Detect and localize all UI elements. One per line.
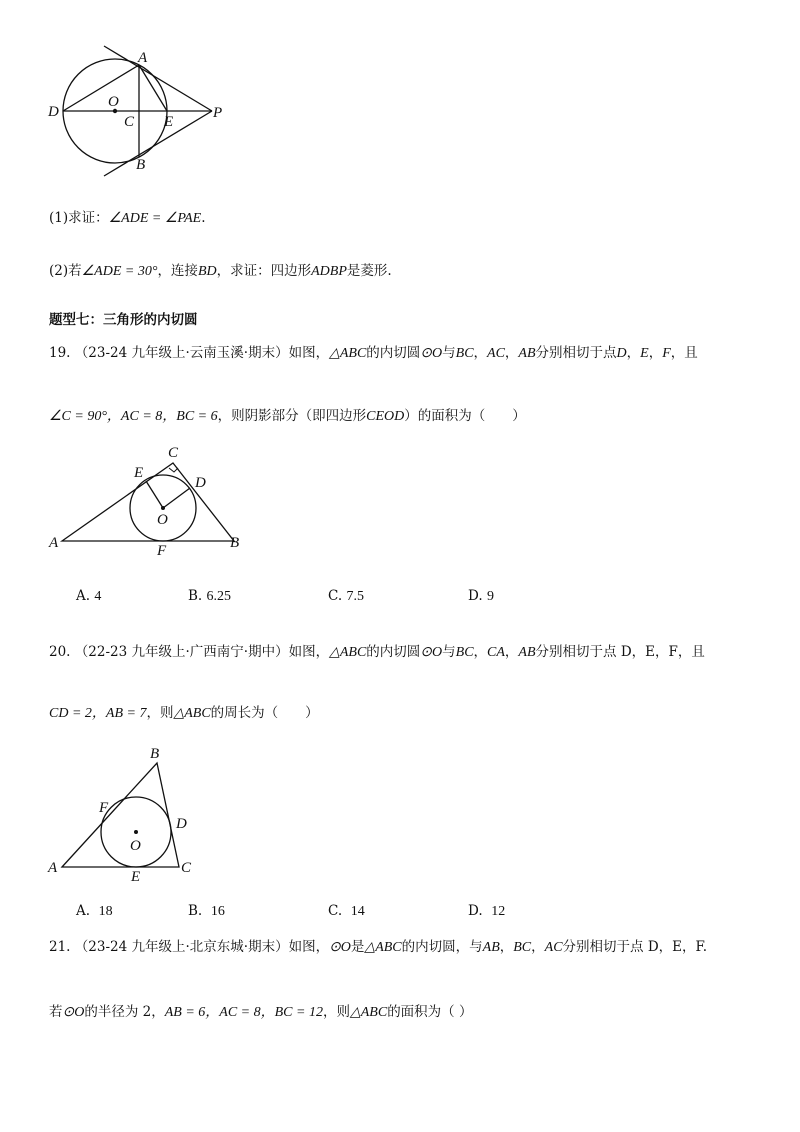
q19-label-O: O bbox=[157, 512, 168, 528]
q20-triangle-shape bbox=[62, 763, 179, 867]
q21-t3: 分别相切于点 D，E，F. bbox=[562, 939, 708, 955]
q19-option-b-label: B. bbox=[188, 588, 203, 604]
q21-triangle: △ABC bbox=[364, 940, 402, 955]
q19-point-2: E bbox=[640, 346, 649, 361]
q20-t3: 分别相切于点 D，E，F，且 bbox=[535, 644, 705, 660]
q19-line1: 19. （23-24 九年级上·云南玉溪·期末）如图，△ABC的内切圆⊙O与BC，AC，AB分别相切于点D，E，F，且 bbox=[49, 345, 698, 361]
q21-side-2: BC bbox=[513, 940, 532, 955]
q18-tangent-PB bbox=[104, 111, 212, 176]
q19-label-B: B bbox=[230, 535, 240, 551]
q21-comma-2: ， bbox=[531, 939, 545, 955]
q19-line2 bbox=[49, 404, 526, 425]
q19-line2-math: ∠C = 90°，AC = 8，BC = 6 bbox=[49, 409, 218, 424]
q20-t2: 与 bbox=[442, 644, 456, 660]
q20-triangle: △ABC bbox=[329, 645, 367, 660]
q19-option-b-value: 6.25 bbox=[206, 589, 232, 604]
q20-circle-symbol: ⊙O bbox=[420, 645, 443, 660]
q20-option-d[interactable] bbox=[468, 903, 505, 920]
q18-label-C: C bbox=[124, 114, 135, 130]
q21-side-1: AB bbox=[482, 940, 500, 955]
q20-comma-1: ， bbox=[473, 644, 488, 660]
q20-line2-end: 的周长为（ ） bbox=[210, 705, 319, 721]
q18-part2-math1: ∠ADE = 30° bbox=[81, 264, 158, 279]
q21-line2-b: 的半径为 2， bbox=[84, 1004, 165, 1020]
q18-label-D: D bbox=[48, 104, 59, 120]
q18-part2-mid1: ，连接 bbox=[157, 263, 198, 279]
q20-side-3: AB bbox=[518, 645, 536, 660]
q21-side-3: AC bbox=[544, 940, 563, 955]
q19-option-a-value: 4 bbox=[94, 589, 102, 604]
q21-circle-symbol: ⊙O bbox=[329, 940, 351, 955]
q19-radius-OD bbox=[163, 488, 190, 508]
q21-t2: 的内切圆，与 bbox=[401, 939, 483, 955]
q19-line2-text: ，则阴影部分（即四边形 bbox=[217, 408, 367, 424]
q19-circle-symbol: ⊙O bbox=[420, 346, 443, 361]
q20-t1: 的内切圆 bbox=[366, 644, 421, 660]
q20-number: 20. bbox=[49, 644, 71, 660]
q20-line2-math: CD = 2，AB = 7 bbox=[49, 706, 147, 721]
q20-source: （22-23 九年级上·广西南宁·期中）如图， bbox=[74, 644, 330, 660]
q19-point-1: D bbox=[616, 346, 627, 361]
q21-comma-1: ， bbox=[499, 939, 514, 955]
q21-line1 bbox=[49, 935, 707, 956]
q18-part2-mid2: ，求证：四边形 bbox=[216, 263, 312, 279]
q21-line2-math: AB = 6，AC = 8，BC = 12 bbox=[164, 1005, 323, 1020]
q18-part1-end: . bbox=[201, 210, 206, 226]
q20-side-1: BC bbox=[455, 645, 474, 660]
q18-label-E: E bbox=[164, 114, 174, 130]
q20-label-D: D bbox=[176, 816, 187, 832]
q20-label-O: O bbox=[130, 838, 141, 854]
q19-option-b[interactable] bbox=[188, 588, 231, 605]
q19-comma-2: ， bbox=[504, 345, 519, 361]
q20-line2-text: ，则 bbox=[146, 705, 174, 721]
q18-label-B: B bbox=[136, 157, 146, 173]
q20-option-d-value: 12 bbox=[491, 904, 506, 919]
q19-quad: CEOD bbox=[366, 409, 405, 424]
q19-option-d-label: D. bbox=[468, 588, 483, 604]
q18-part2-end: 是菱形. bbox=[346, 263, 392, 279]
q19-label-E: E bbox=[134, 465, 144, 481]
q21-line2-a: 若 bbox=[49, 1004, 63, 1020]
q18-tangent-PA bbox=[104, 46, 212, 111]
q20-label-E: E bbox=[131, 869, 141, 885]
q20-option-d-label: D. bbox=[468, 903, 483, 919]
q20-option-b-value: 16 bbox=[210, 904, 225, 919]
q20-option-c-label: C. bbox=[328, 903, 343, 919]
q19-option-c[interactable] bbox=[328, 588, 364, 605]
q19-side-2: AC bbox=[487, 346, 505, 361]
q20-center-dot bbox=[134, 830, 138, 834]
q19-figure bbox=[45, 440, 255, 560]
q18-figure bbox=[40, 40, 240, 185]
q20-line1 bbox=[49, 640, 705, 661]
q21-source: （23-24 九年级上·北京东城·期末）如图， bbox=[74, 939, 330, 955]
q19-triangle: △ABC bbox=[329, 346, 367, 361]
q18-segment-AE bbox=[139, 65, 167, 111]
q21-number: 21. bbox=[49, 939, 71, 955]
q18-part2-math3: ADBP bbox=[311, 264, 347, 279]
q21-t1: 是 bbox=[350, 939, 365, 955]
q20-option-a-value: 18 bbox=[98, 904, 113, 919]
q19-option-a[interactable] bbox=[76, 588, 101, 605]
q19-label-A: A bbox=[49, 535, 59, 551]
q19-t2: 与 bbox=[442, 345, 456, 361]
q20-side-2: CA bbox=[487, 645, 505, 660]
q19-t1: 的内切圆 bbox=[366, 345, 421, 361]
q18-part2-prefix: (2)若 bbox=[49, 263, 82, 279]
q19-line2-end: ）的面积为（ ） bbox=[404, 408, 526, 424]
q19-label-C: C bbox=[168, 445, 179, 461]
q19-center-dot bbox=[161, 506, 165, 510]
q19-label-F: F bbox=[157, 543, 167, 559]
q20-option-b[interactable] bbox=[188, 903, 225, 920]
q19-option-c-label: C. bbox=[328, 588, 343, 604]
q20-label-C: C bbox=[181, 860, 192, 876]
q18-segment-DA bbox=[63, 65, 139, 111]
q20-option-a-label: A. bbox=[76, 903, 91, 919]
q19-option-a-label: A. bbox=[76, 588, 91, 604]
q18-label-A: A bbox=[138, 50, 148, 66]
q20-line2 bbox=[49, 701, 319, 722]
q19-option-c-value: 7.5 bbox=[346, 589, 364, 604]
q20-option-a[interactable] bbox=[76, 903, 113, 920]
q19-source: （23-24 九年级上·云南玉溪·期末）如图， bbox=[74, 345, 330, 361]
q18-part2 bbox=[49, 259, 392, 280]
q18-part2-math2: BD bbox=[197, 264, 217, 279]
q21-circle-symbol-2: ⊙O bbox=[62, 1005, 85, 1020]
q19-t4: ，且 bbox=[670, 345, 698, 361]
q18-label-O: O bbox=[108, 94, 119, 110]
q20-option-b-label: B. bbox=[188, 903, 203, 919]
q20-triangle-2: △ABC bbox=[173, 706, 211, 721]
q21-line2-c: ，则 bbox=[322, 1004, 350, 1020]
q20-figure bbox=[40, 740, 210, 890]
q21-line2-end: 的面积为（ ） bbox=[387, 1004, 473, 1020]
q19-side-1: BC bbox=[455, 346, 474, 361]
q19-label-D: D bbox=[195, 475, 206, 491]
q20-label-A: A bbox=[48, 860, 58, 876]
q19-option-d[interactable] bbox=[468, 588, 494, 605]
q20-option-c[interactable] bbox=[328, 903, 365, 920]
q20-label-F: F bbox=[99, 800, 109, 816]
q20-option-c-value: 14 bbox=[350, 904, 365, 919]
q19-t3: 分别相切于点 bbox=[535, 345, 617, 361]
q18-part1 bbox=[49, 206, 206, 227]
q19-radius-OE bbox=[146, 481, 163, 508]
q19-comma-1: ， bbox=[473, 345, 488, 361]
q19-triangle-shape bbox=[62, 463, 234, 541]
q21-triangle-2: △ABC bbox=[349, 1005, 388, 1020]
q19-point-3: F bbox=[662, 346, 671, 361]
q19-side-3: AB bbox=[518, 346, 536, 361]
q20-comma-2: ， bbox=[504, 644, 519, 660]
q18-part1-math: ∠ADE = ∠PAE bbox=[108, 211, 202, 226]
q20-label-B: B bbox=[150, 746, 160, 762]
q18-label-P: P bbox=[213, 105, 223, 121]
q18-part1-prefix: (1)求证： bbox=[49, 210, 109, 226]
q21-line2 bbox=[49, 1000, 472, 1021]
section-heading: 题型七：三角形的内切圆 bbox=[49, 312, 198, 328]
q19-number: 19. bbox=[49, 345, 71, 361]
q19-option-d-value: 9 bbox=[486, 589, 494, 604]
